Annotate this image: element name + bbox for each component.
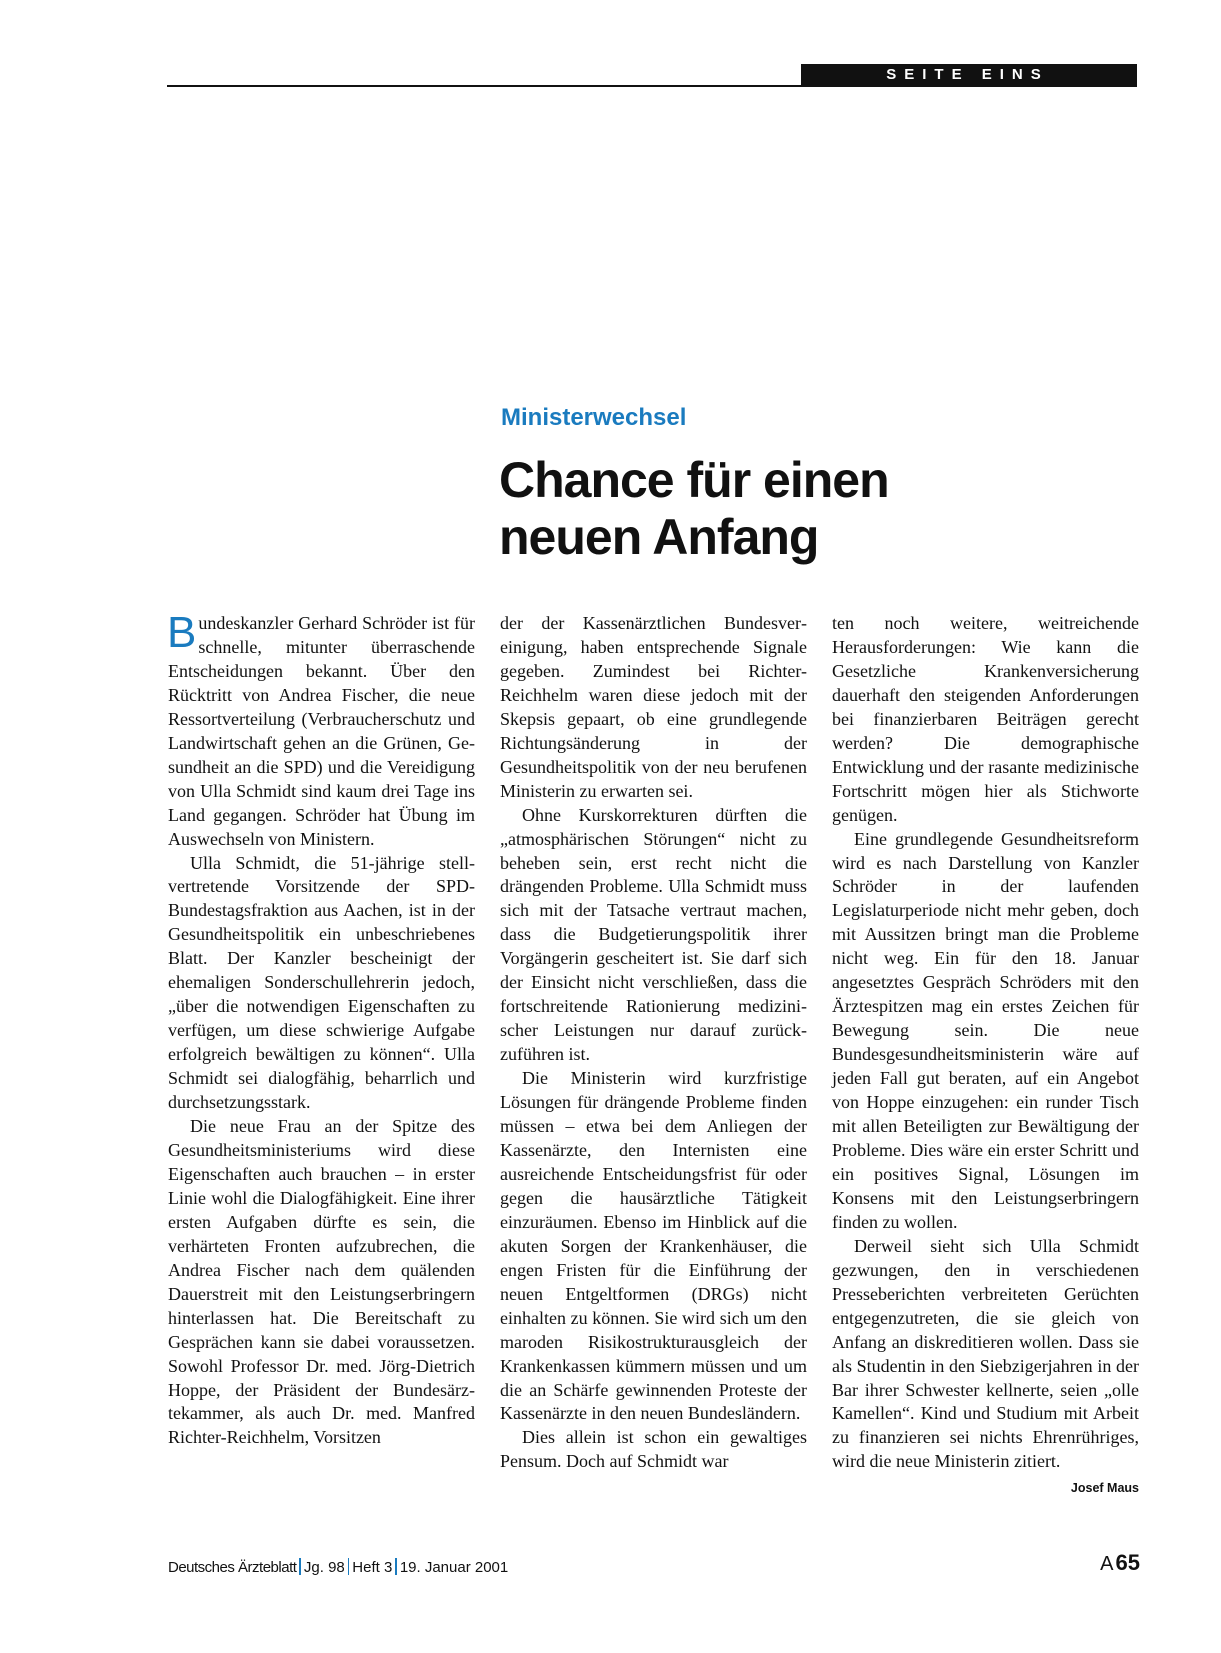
- drop-cap: B: [167, 608, 197, 657]
- headline-line-2: neuen Anfang: [499, 509, 819, 565]
- article-column-3: [832, 612, 1139, 1497]
- footer-separator: [395, 1558, 397, 1575]
- page-footer: [168, 1558, 508, 1576]
- page-number: [1100, 1550, 1140, 1576]
- article-paragraph: [167, 608, 475, 852]
- article-paragraph: Dies allein ist schon ein gewaltiges Pensum. Doch auf Schmidt war: [500, 1427, 807, 1472]
- article-column-1: [167, 608, 475, 1450]
- article-paragraph: [832, 1235, 1139, 1496]
- footer-separator: [348, 1558, 350, 1575]
- issue-date: 19. Januar 2001: [399, 1559, 509, 1576]
- article-paragraph: Eine grundlegende Gesundheitsreform wird es nach Darstellung von Kanzler Schröder in der laufenden Legislaturperiode nicht mehr geben, doch mit Aussitzen bringt man die Probleme nicht weg. Ein für den 18. Januar angesetztes Gespräch Schröders mit den Ärztespitzen mag ein erstes Zeichen für Bewegung sein. Die neue Bundesgesundheitsministerin wäre auf jeden Fall gut beraten, auf ein Angebot von Hoppe einzugehen: ein runder Tisch mit allen Beteiligten zur Bewältigung der Probleme. Dies wäre ein erster Schritt und ein positives Signal, Lösungen im Konsens mit den Leistungserbringern finden zu wollen.: [832, 828, 1139, 1232]
- article-kicker: Ministerwechsel: [501, 404, 687, 431]
- section-label-end-mark: [1134, 64, 1137, 86]
- author-byline: Josef Maus: [1070, 1481, 1139, 1496]
- article-column-2: [500, 612, 807, 1474]
- article-paragraph: Ulla Schmidt, die 51-jährige stellvertretende Vorsitzende der SPD-Bundestagsfraktion aus Aachen, ist in der Gesundheitspolitik ein unbeschriebenes Blatt. Der Kanzler bescheinigt der ehemaligen Sonderschullehrerin jedoch, „über die notwendigen Eigenschaften zu verfügen, um diese schwierige Aufgabe erfolgreich bewältigen zu können“. Ulla Schmidt sei dialogfähig, beharrlich und durchsetzungsstark.: [168, 852, 475, 1113]
- article-headline: [499, 452, 889, 566]
- publication-name: Deutsches Ärzteblatt: [168, 1559, 297, 1576]
- section-label-text: SEITE EINS: [886, 66, 1049, 83]
- headline-line-1: Chance für einen: [499, 452, 889, 508]
- page-number-value: 65: [1115, 1550, 1140, 1575]
- article-paragraph: Die neue Frau an der Spitze des Gesundheitsministeriums wird diese Eigenschaften auch brauchen – in erster Linie wohl die Dialogfähigkeit. Eine ihrer ersten Aufgaben dürfte es sein, die verhärteten Fronten aufzubrechen, die Andrea Fischer nach dem quälenden Dauerstreit mit den Leistungserbringern hinterlassen hat. Die Bereitschaft zu Gesprächen kann sie dabei voraussetzen. Sowohl Professor Dr. med. Jörg-Dietrich Hoppe, der Präsident der Bundesärztekammer, als auch Dr. med. Manfred Richter-Reichhelm, Vorsitzen: [168, 1116, 475, 1448]
- article-paragraph: Die Ministerin wird kurzfristige Lösungen für drängende Probleme finden müssen – etwa bei dem Anliegen der Kassenärzte, den Internisten eine ausreichende Entscheidungsfrist für oder gegen die hausärztliche Tätigkeit einzuräumen. Ebenso im Hinblick auf die akuten Sorgen der Krankenhäuser, die engen Fristen für die Einführung der neuen Entgeltformen (DRGs) nicht einhalten zu können. Sie wird sich um den maroden Risikostrukturausgleich der Krankenkassen kümmern müssen und um die an Schärfe gewinnenden Proteste der Kassenärzte in den neuen Bundesländern.: [500, 1068, 807, 1424]
- section-label: [801, 64, 1134, 86]
- paragraph-text: Derweil sieht sich Ulla Schmidt gezwungen, den in verschiedenen Presseberichten verbreiteten Gerüchten entgegenzutreten, die sie gleich von Anfang an diskreditieren wollen. Dass sie als Studentin in den Siebzigerjahren in der Bar ihrer Schwester kellnerte, seien „olle Kamellen“. Kind und Studium mit Arbeit zu finanzieren sei nichts Ehrenrühriges, wird die neue Ministerin zitiert.: [832, 1235, 1139, 1472]
- article-paragraph: Ohne Kurskorrekturen dürften die „atmosphärischen Störungen“ nicht zu beheben sein, erst recht nicht die drängenden Probleme. Ulla Schmidt muss sich mit der Tatsache vertraut machen, dass die Budgetierungspolitik ihrer Vorgängerin gescheitert ist. Sie darf sich der Einsicht nicht verschließen, dass die fortschreitende Rationierung medizinischer Leistungen nur darauf zurückzuführen ist.: [500, 804, 807, 1065]
- article-paragraph: ten noch weitere, weitreichende Herausforderungen: Wie kann die Gesetzliche Krankenversicherung dauerhaft den steigenden Anforderungen bei finanzierbaren Beiträgen gerecht werden? Die demographische Entwicklung und der rasante medizinische Fortschritt mögen hier als Stichworte genügen.: [832, 613, 1139, 825]
- page-number-prefix: A: [1100, 1553, 1114, 1575]
- footer-separator: [299, 1558, 301, 1575]
- article-paragraph: der der Kassenärztlichen Bundesvereinigung, haben entsprechende Signale gegeben. Zumindest bei Richter-Reichhelm waren diese jedoch mit der Skepsis gepaart, ob eine grundlegende Richtungsänderung in der Gesundheitspolitik von der neu berufenen Ministerin zu erwarten sei.: [500, 613, 807, 801]
- paragraph-text: undeskanzler Gerhard Schröder ist für schnelle, mitunter überraschende Entscheidungen bekannt. Über den Rücktritt von Andrea Fischer, die neue Ressortverteilung (Verbraucherschutz und Landwirtschaft gehen an die Grünen, Gesundheit an die SPD) und die Vereidigung von Ulla Schmidt sind kaum drei Tage ins Land gegangen. Schröder hat Übung im Auswechseln von Ministern.: [168, 613, 475, 849]
- issue: Heft 3: [352, 1559, 393, 1576]
- volume: Jg. 98: [303, 1559, 345, 1576]
